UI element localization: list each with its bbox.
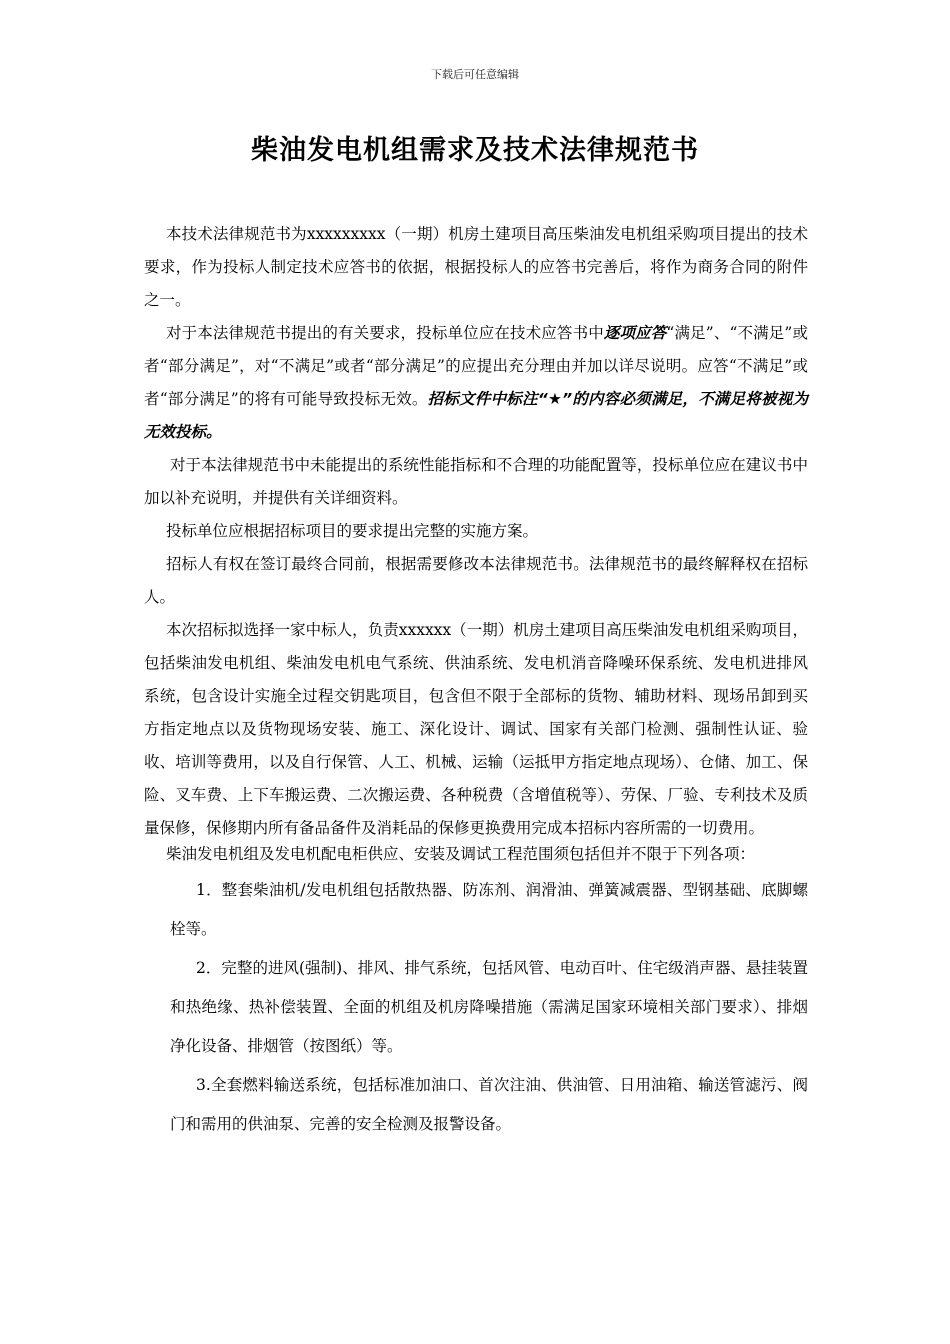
paragraph-work-scope: 柴油发电机组及发电机配电柜供应、安装及调试工程范围须包括但并不限于下列各项： bbox=[166, 845, 756, 863]
paragraph-text: 对于本法律规范书提出的有关要求，投标单位应在技术应答书中 bbox=[166, 324, 604, 342]
paragraph-implementation-plan: 投标单位应根据招标项目的要求提出完整的实施方案。 bbox=[166, 522, 539, 540]
list-item: 1．整套柴油机/发电机组包括散热器、防冻剂、润滑油、弹簧减震器、型钢基础、底脚螺栓等。 bbox=[170, 881, 808, 938]
list-item: 3.全套燃料输送系统，包括标准加油口、首次注油、供油管、日用油箱、输送管滤污、阀门和需用的供油泵、完善的安全检测及报警设备。 bbox=[170, 1076, 808, 1133]
document-title: 柴油发电机组需求及技术法律规范书 bbox=[251, 135, 699, 166]
emphasis-star-requirement: 招标文件中标注“★”的内容必须满足，不满足将被视为无效投标。 bbox=[144, 390, 808, 441]
paragraph-response-requirements bbox=[144, 317, 808, 449]
emphasis-item-by-item: 逐项应答 bbox=[603, 324, 667, 342]
document-body bbox=[144, 218, 808, 1144]
paragraph-bid-scope: 本次招标拟选择一家中标人，负责xxxxxx（一期）机房土建项目高压柴油发电机组采购项目，包括柴油发电机组、柴油发电机电气系统、供油系统、发电机消音降噪环保系统、发电机进排风系统，包含设计实施全过程交钥匙项目，包含但不限于全部标的货物、辅助材料、现场吊卸到买方指定地点以及货物现场安装、施工、深化设计、调试、国家有关部门检测、强制性认证、验收、培训等费用，以及自行保管、人工、机械、运输（运抵甲方指定地点现场）、仓储、加工、保险、叉车费、上下车搬运费、二次搬运费、各种税费（含增值税等）、劳保、厂验、专利技术及质量保修，保修期内所有备品备件及消耗品的保修更换费用完成本招标内容所需的一切费用。 bbox=[144, 621, 808, 837]
paragraph-modification-right: 招标人有权在签订最终合同前，根据需要修改本法律规范书。法律规范书的最终解释权在招标人。 bbox=[144, 555, 808, 606]
list-item: 2．完整的进风(强制)、排风、排气系统，包括风管、电动百叶、住宅级消声器、悬挂装置和热绝缘、热补偿装置、全面的机组及机房降噪措施（需满足国家环境相关部门要求）、排烟净化设备、排烟管（按图纸）等。 bbox=[170, 959, 808, 1055]
paragraph-scope-intro: 本技术法律规范书为xxxxxxxxx（一期）机房土建项目高压柴油发电机组采购项目提出的技术要求，作为投标人制定技术应答书的依据，根据投标人的应答书完善后，将作为商务合同的附件之一。 bbox=[144, 225, 808, 309]
paragraph-text: “满足”、“不满足”或者“部分满足”，对“不满足”或者“部分满足”的应提出充分理由并加以详尽说明。应答“不满足”或者“部分满足”的将有可能导致投标无效。 bbox=[144, 324, 808, 408]
paragraph-supplementary: 对于本法律规范书中未能提出的系统性能指标和不合理的功能配置等，投标单位应在建议书中加以补充说明，并提供有关详细资料。 bbox=[144, 456, 808, 507]
page-header-note: 下载后可任意编辑 bbox=[431, 68, 519, 81]
